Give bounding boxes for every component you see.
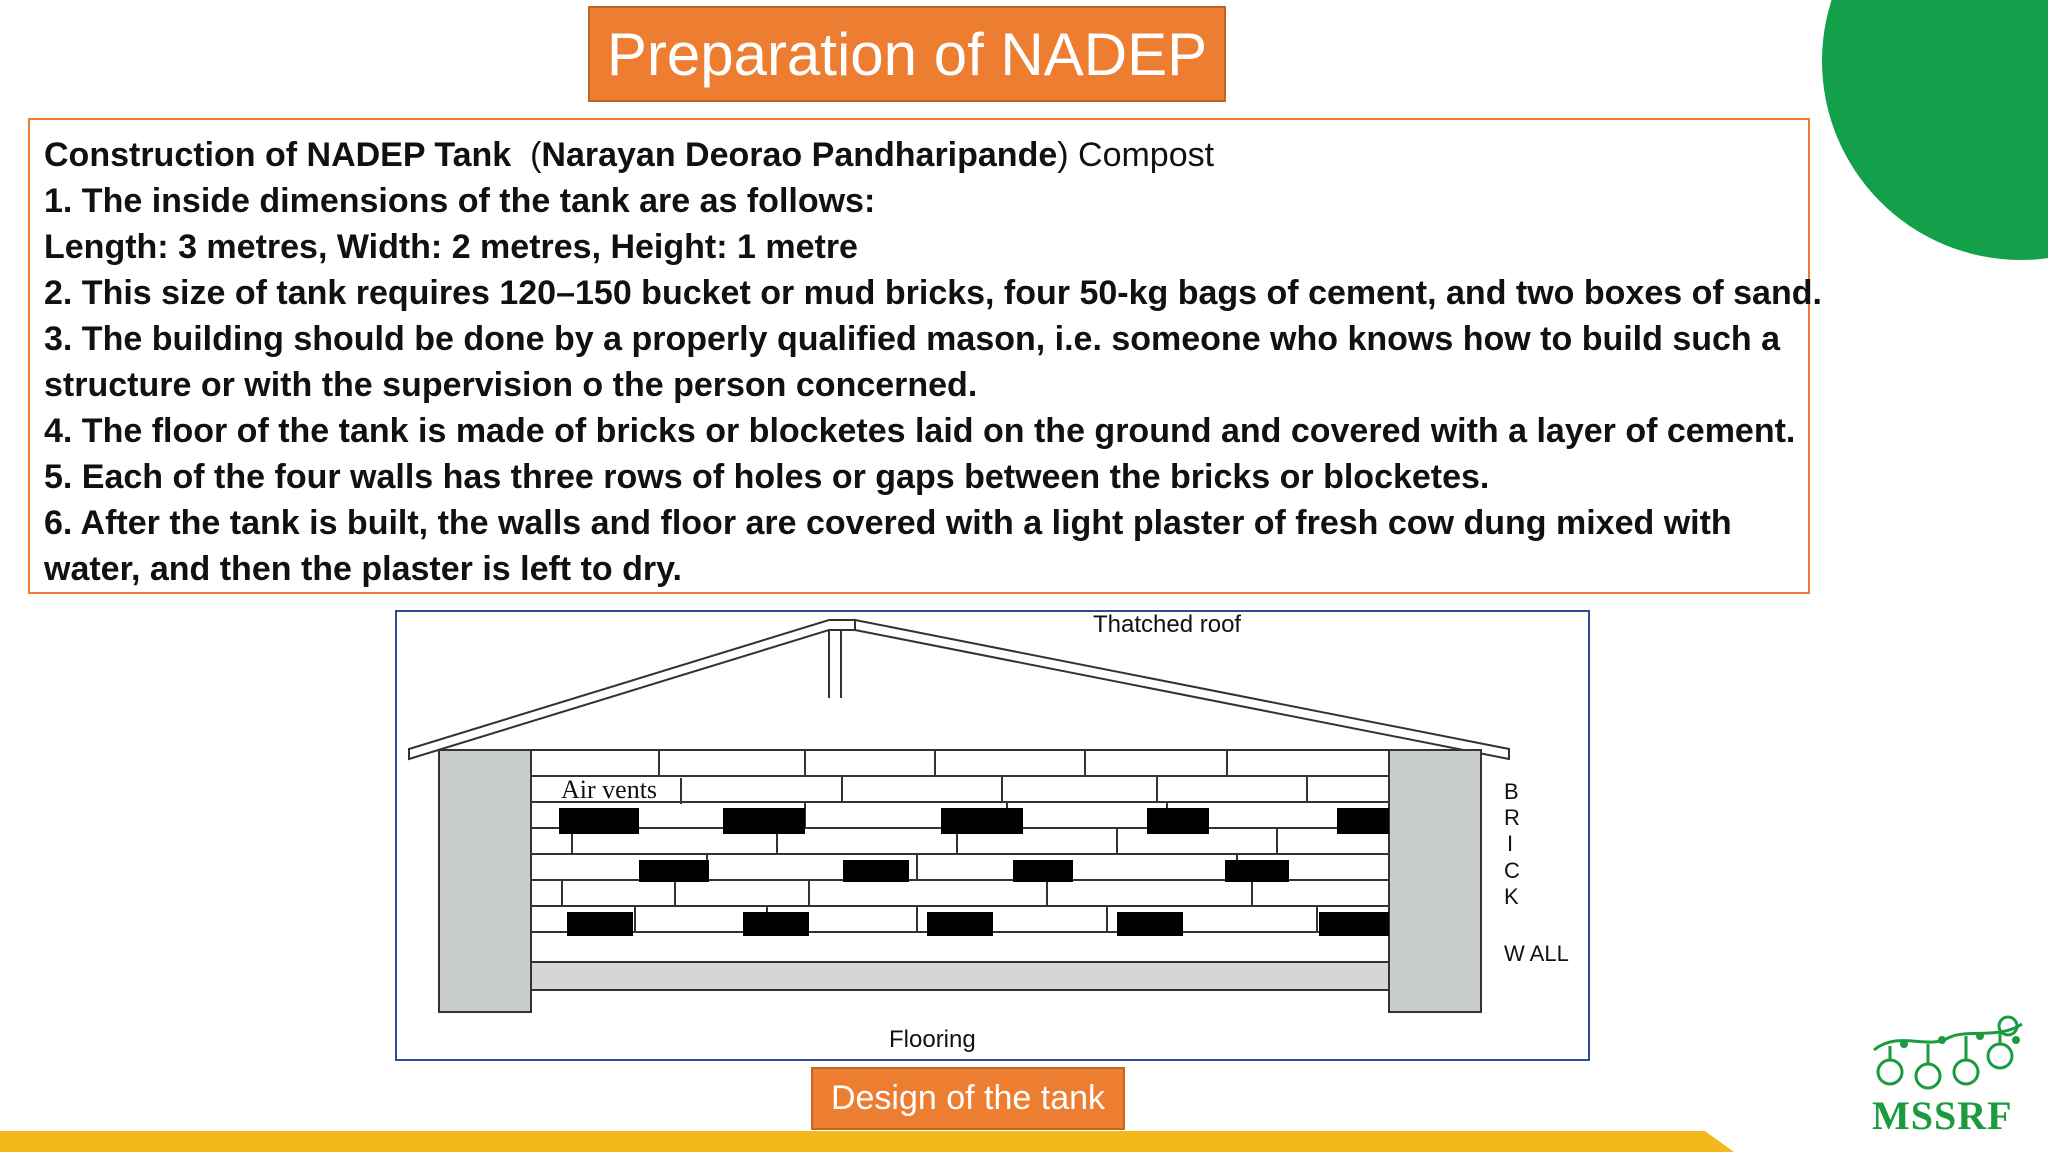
brick-wall-letter: R	[1504, 805, 1520, 830]
brick-wall-letter: C	[1504, 858, 1520, 883]
heading-part-2: (	[511, 136, 542, 174]
bottom-accent-bar	[0, 1131, 1734, 1152]
list-item: 3. The building should be done by a properly qualified mason, i.e. someone who knows how to build such a structure or with the supervision o the person concerned.	[44, 320, 1781, 404]
tank-diagram-svg	[397, 612, 1588, 1059]
list-item: 5. Each of the four walls has three rows of holes or gaps between the bricks or blocketes.	[44, 458, 1490, 496]
roof-label: Thatched roof	[1093, 612, 1242, 638]
tank-diagram	[395, 610, 1590, 1061]
list-item: 4. The floor of the tank is made of bricks or blocketes laid on the ground and covered with a layer of cement.	[44, 412, 1796, 450]
brick-wall-word: W ALL	[1504, 941, 1569, 966]
brick-wall-letter: I	[1507, 831, 1514, 856]
heading-part-1: Construction of NADEP Tank	[44, 136, 512, 174]
roof-left-slope	[409, 620, 855, 759]
brick-wall-letter: B	[1504, 779, 1519, 804]
right-wall-pillar	[1389, 750, 1481, 1012]
mssrf-logo-text: MSSRF	[1872, 1093, 2013, 1138]
roof-right-slope	[855, 620, 1509, 759]
floor-slab	[531, 962, 1389, 990]
brick-wall-letter: K	[1504, 884, 1519, 909]
slide-title: Preparation of NADEP	[588, 6, 1226, 102]
content-heading	[44, 132, 1794, 178]
list-item: 2. This size of tank requires 120–150 bucket or mud bricks, four 50-kg bags of cement, and two boxes of sand.	[44, 274, 1822, 312]
heading-part-3: Narayan Deorao Pandharipande	[541, 136, 1058, 174]
heading-part-4: ) Compost	[1057, 136, 1215, 174]
list-item: 6. After the tank is built, the walls and floor are covered with a light plaster of fresh cow dung mixed with water, and then the plaster is left to dry.	[44, 504, 1732, 588]
list-item: Length: 3 metres, Width: 2 metres, Height: 1 metre	[44, 228, 858, 266]
air-vents-label: Air vents	[561, 775, 658, 804]
list-item: 1. The inside dimensions of the tank are as follows:	[44, 182, 876, 220]
flooring-label: Flooring	[889, 1026, 976, 1053]
decorative-green-circle	[1822, 0, 2048, 260]
diagram-caption: Design of the tank	[811, 1067, 1125, 1130]
content-text-box	[28, 118, 1822, 594]
left-wall-pillar	[439, 750, 531, 1012]
